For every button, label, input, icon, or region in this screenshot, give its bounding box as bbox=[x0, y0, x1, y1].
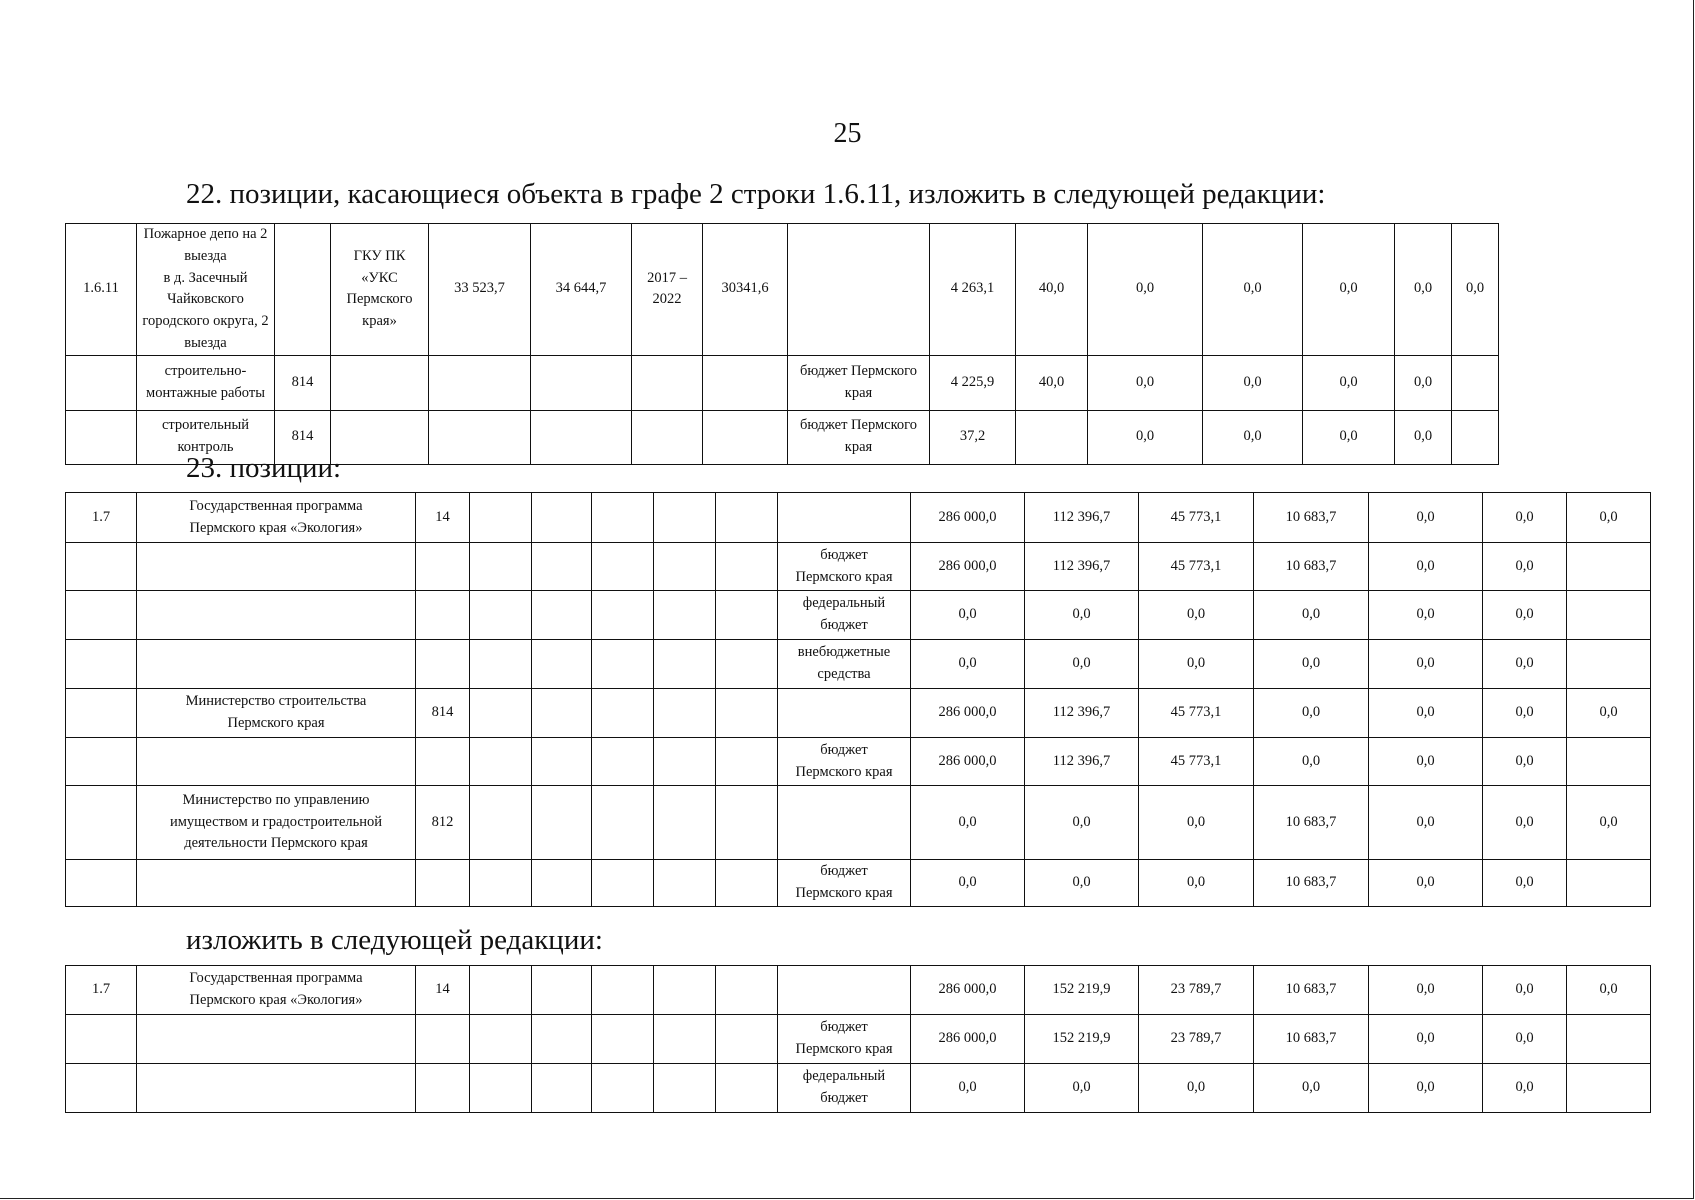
section-22-table bbox=[65, 223, 1499, 465]
table-cell: 0,0 bbox=[1203, 224, 1303, 356]
table-cell: 0,0 bbox=[1303, 224, 1395, 356]
table-cell: 0,0 bbox=[1139, 640, 1254, 689]
table-cell: 0,0 bbox=[1088, 410, 1203, 464]
table-cell: 33 523,7 bbox=[429, 224, 531, 356]
table-cell: 0,0 bbox=[1395, 224, 1452, 356]
table-cell: бюджет Пермского края bbox=[788, 410, 930, 464]
table-cell bbox=[470, 689, 532, 738]
table-cell: ГКУ ПК «УКС Пермского края» bbox=[331, 224, 429, 356]
table-cell bbox=[416, 738, 470, 786]
table-cell bbox=[592, 640, 654, 689]
table-cell bbox=[632, 355, 703, 410]
table-cell: 4 225,9 bbox=[930, 355, 1016, 410]
table-cell bbox=[788, 224, 930, 356]
table-cell: 0,0 bbox=[1483, 1064, 1567, 1113]
table-cell bbox=[470, 1015, 532, 1064]
table-cell: 40,0 bbox=[1016, 224, 1088, 356]
table-cell: бюджет Пермского края bbox=[778, 543, 911, 591]
table-cell bbox=[716, 493, 778, 543]
table-cell: 10 683,7 bbox=[1254, 493, 1369, 543]
table-cell: Пожарное депо на 2 выезда в д. Засечный Чайковского городского округа, 2 выезда bbox=[137, 224, 275, 356]
table-cell bbox=[66, 640, 137, 689]
section-23-heading: 23. позиции: bbox=[186, 452, 342, 484]
table-cell: 14 bbox=[416, 966, 470, 1015]
table-cell bbox=[1567, 1064, 1651, 1113]
table-cell: 0,0 bbox=[1139, 786, 1254, 860]
table-cell: 14 bbox=[416, 493, 470, 543]
table-cell: 0,0 bbox=[1395, 410, 1452, 464]
table-cell bbox=[1452, 355, 1499, 410]
table-cell: 286 000,0 bbox=[911, 689, 1025, 738]
table-cell bbox=[654, 543, 716, 591]
table-cell bbox=[592, 493, 654, 543]
table-cell: 286 000,0 bbox=[911, 1015, 1025, 1064]
table-cell: 0,0 bbox=[1203, 410, 1303, 464]
table-cell bbox=[716, 689, 778, 738]
table-cell: 0,0 bbox=[1088, 224, 1203, 356]
table-cell bbox=[716, 1015, 778, 1064]
table-cell: 45 773,1 bbox=[1139, 493, 1254, 543]
table-cell: 0,0 bbox=[1025, 591, 1139, 640]
table-cell: 0,0 bbox=[1483, 640, 1567, 689]
table-cell: 10 683,7 bbox=[1254, 966, 1369, 1015]
table-cell bbox=[778, 689, 911, 738]
table-cell bbox=[592, 786, 654, 860]
table-cell: 4 263,1 bbox=[930, 224, 1016, 356]
table-cell bbox=[1567, 738, 1651, 786]
table-cell: 0,0 bbox=[1369, 591, 1483, 640]
table-cell: 30341,6 bbox=[703, 224, 788, 356]
table-cell bbox=[592, 1015, 654, 1064]
table-cell bbox=[778, 786, 911, 860]
table-cell: 45 773,1 bbox=[1139, 689, 1254, 738]
table-cell bbox=[66, 1064, 137, 1113]
table-cell: 814 bbox=[275, 355, 331, 410]
table-cell: 0,0 bbox=[1483, 966, 1567, 1015]
table-cell bbox=[703, 410, 788, 464]
table-cell bbox=[532, 860, 592, 907]
table-cell: 0,0 bbox=[1254, 738, 1369, 786]
table-cell bbox=[531, 410, 632, 464]
table-cell: 10 683,7 bbox=[1254, 543, 1369, 591]
table-cell: 0,0 bbox=[1025, 860, 1139, 907]
table-cell bbox=[331, 355, 429, 410]
table-cell bbox=[654, 493, 716, 543]
table-row bbox=[66, 966, 1651, 1015]
table-cell: 112 396,7 bbox=[1025, 543, 1139, 591]
table-cell bbox=[137, 860, 416, 907]
table-cell: 0,0 bbox=[1369, 640, 1483, 689]
table-cell bbox=[654, 738, 716, 786]
table-cell: 814 bbox=[416, 689, 470, 738]
table-cell: бюджет Пермского края bbox=[778, 738, 911, 786]
table-cell bbox=[1567, 1015, 1651, 1064]
table-cell: 10 683,7 bbox=[1254, 786, 1369, 860]
table-cell bbox=[416, 1015, 470, 1064]
table-cell: 0,0 bbox=[1369, 1015, 1483, 1064]
table-cell bbox=[716, 860, 778, 907]
table-cell bbox=[654, 860, 716, 907]
table-cell bbox=[470, 591, 532, 640]
table-cell: 112 396,7 bbox=[1025, 493, 1139, 543]
table-cell: 0,0 bbox=[1088, 355, 1203, 410]
table-row bbox=[66, 224, 1499, 356]
table-cell bbox=[137, 738, 416, 786]
table-cell bbox=[331, 410, 429, 464]
table-cell bbox=[416, 543, 470, 591]
table-cell bbox=[532, 786, 592, 860]
table-cell bbox=[1567, 860, 1651, 907]
table-cell: 0,0 bbox=[1254, 1064, 1369, 1113]
table-cell bbox=[66, 1015, 137, 1064]
table-cell: Министерство строительства Пермского края bbox=[137, 689, 416, 738]
table-cell: 0,0 bbox=[911, 640, 1025, 689]
table-cell bbox=[716, 591, 778, 640]
table-cell: 0,0 bbox=[1395, 355, 1452, 410]
page-number: 25 bbox=[833, 118, 862, 149]
table-cell: 1.6.11 bbox=[66, 224, 137, 356]
table-cell: 1.7 bbox=[66, 966, 137, 1015]
table-cell: 0,0 bbox=[1203, 355, 1303, 410]
table-cell: Министерство по управлению имуществом и градостроительной деятельности Пермского края bbox=[137, 786, 416, 860]
table-cell bbox=[137, 543, 416, 591]
table-cell: 23 789,7 bbox=[1139, 1015, 1254, 1064]
table-cell: 45 773,1 bbox=[1139, 543, 1254, 591]
table-cell: 0,0 bbox=[1369, 966, 1483, 1015]
table-cell bbox=[1567, 640, 1651, 689]
table-cell: 0,0 bbox=[911, 860, 1025, 907]
table-cell bbox=[654, 1015, 716, 1064]
table-cell: 0,0 bbox=[911, 786, 1025, 860]
table-cell bbox=[66, 410, 137, 464]
table-cell bbox=[716, 543, 778, 591]
table-cell bbox=[592, 738, 654, 786]
table-cell bbox=[470, 543, 532, 591]
table-cell bbox=[654, 1064, 716, 1113]
table-cell bbox=[470, 860, 532, 907]
table-cell: 152 219,9 bbox=[1025, 966, 1139, 1015]
table-cell bbox=[66, 543, 137, 591]
table-cell: 0,0 bbox=[1025, 786, 1139, 860]
table-cell bbox=[66, 738, 137, 786]
table-cell bbox=[137, 1015, 416, 1064]
table-cell: бюджет Пермского края bbox=[788, 355, 930, 410]
table-cell bbox=[716, 786, 778, 860]
section-22-heading: 22. позиции, касающиеся объекта в графе 2 строки 1.6.11, изложить в следующей редакции: bbox=[186, 178, 1326, 210]
table-cell bbox=[532, 738, 592, 786]
table-cell: 10 683,7 bbox=[1254, 1015, 1369, 1064]
table-cell bbox=[1016, 410, 1088, 464]
table-row bbox=[66, 355, 1499, 410]
table-cell bbox=[532, 640, 592, 689]
table-cell: 0,0 bbox=[1483, 1015, 1567, 1064]
table-cell bbox=[654, 591, 716, 640]
table-cell bbox=[429, 355, 531, 410]
table-cell: 812 bbox=[416, 786, 470, 860]
table-cell: 23 789,7 bbox=[1139, 966, 1254, 1015]
table-cell: 0,0 bbox=[1369, 786, 1483, 860]
new-edition-heading: изложить в следующей редакции: bbox=[186, 924, 603, 956]
table-cell bbox=[137, 1064, 416, 1113]
table-row bbox=[66, 640, 1651, 689]
table-cell bbox=[1567, 543, 1651, 591]
table-cell bbox=[592, 966, 654, 1015]
table-cell bbox=[66, 860, 137, 907]
table-cell: 0,0 bbox=[1567, 966, 1651, 1015]
table-cell: 112 396,7 bbox=[1025, 738, 1139, 786]
table-cell: 2017 – 2022 bbox=[632, 224, 703, 356]
table-cell bbox=[66, 591, 137, 640]
table-cell: 152 219,9 bbox=[1025, 1015, 1139, 1064]
new-edition-table bbox=[65, 965, 1651, 1113]
table-cell: 0,0 bbox=[1369, 860, 1483, 907]
table-cell: бюджет Пермского края bbox=[778, 1015, 911, 1064]
table-cell bbox=[716, 738, 778, 786]
table-cell bbox=[470, 738, 532, 786]
table-cell: 0,0 bbox=[1567, 493, 1651, 543]
table-cell bbox=[1452, 410, 1499, 464]
table-cell bbox=[532, 591, 592, 640]
table-cell: 0,0 bbox=[1483, 689, 1567, 738]
table-cell: 286 000,0 bbox=[911, 493, 1025, 543]
table-cell bbox=[654, 640, 716, 689]
table-row bbox=[66, 493, 1651, 543]
table-cell bbox=[778, 966, 911, 1015]
table-cell bbox=[654, 689, 716, 738]
table-cell bbox=[592, 689, 654, 738]
table-cell bbox=[429, 410, 531, 464]
table-row bbox=[66, 786, 1651, 860]
table-cell bbox=[137, 640, 416, 689]
table-cell: 112 396,7 bbox=[1025, 689, 1139, 738]
table-cell bbox=[592, 1064, 654, 1113]
table-cell: 0,0 bbox=[1452, 224, 1499, 356]
table-cell bbox=[470, 1064, 532, 1113]
table-cell bbox=[532, 1015, 592, 1064]
table-cell bbox=[592, 543, 654, 591]
table-cell bbox=[470, 640, 532, 689]
table-cell bbox=[716, 966, 778, 1015]
table-cell: 0,0 bbox=[1303, 355, 1395, 410]
table-cell bbox=[470, 786, 532, 860]
table-cell: 0,0 bbox=[1025, 640, 1139, 689]
table-cell: 34 644,7 bbox=[531, 224, 632, 356]
table-cell: 0,0 bbox=[1025, 1064, 1139, 1113]
table-cell: 37,2 bbox=[930, 410, 1016, 464]
table-cell bbox=[532, 543, 592, 591]
table-cell: 0,0 bbox=[1303, 410, 1395, 464]
table-cell bbox=[654, 966, 716, 1015]
table-cell bbox=[275, 224, 331, 356]
table-row bbox=[66, 689, 1651, 738]
table-cell: 0,0 bbox=[1567, 786, 1651, 860]
table-cell: строительный контроль bbox=[137, 410, 275, 464]
table-cell bbox=[66, 689, 137, 738]
table-cell bbox=[66, 786, 137, 860]
table-cell: 0,0 bbox=[911, 1064, 1025, 1113]
table-cell: Государственная программа Пермского края «Экология» bbox=[137, 966, 416, 1015]
table-cell bbox=[592, 591, 654, 640]
table-cell: 286 000,0 bbox=[911, 966, 1025, 1015]
table-cell bbox=[532, 1064, 592, 1113]
table-cell: 0,0 bbox=[1369, 493, 1483, 543]
table-cell bbox=[531, 355, 632, 410]
table-row bbox=[66, 738, 1651, 786]
table-cell: 286 000,0 bbox=[911, 543, 1025, 591]
table-cell: 286 000,0 bbox=[911, 738, 1025, 786]
table-cell: федеральный бюджет bbox=[778, 1064, 911, 1113]
table-cell bbox=[632, 410, 703, 464]
table-cell: строительно-монтажные работы bbox=[137, 355, 275, 410]
table-cell bbox=[703, 355, 788, 410]
table-cell: 0,0 bbox=[1254, 689, 1369, 738]
table-cell: 0,0 bbox=[1369, 689, 1483, 738]
table-cell: внебюджетные средства bbox=[778, 640, 911, 689]
table-cell: 0,0 bbox=[1254, 640, 1369, 689]
table-row bbox=[66, 591, 1651, 640]
table-cell bbox=[778, 493, 911, 543]
table-cell: 1.7 bbox=[66, 493, 137, 543]
table-cell: 0,0 bbox=[1139, 1064, 1254, 1113]
table-cell bbox=[532, 493, 592, 543]
table-cell: 0,0 bbox=[1483, 543, 1567, 591]
table-cell bbox=[716, 1064, 778, 1113]
table-cell bbox=[654, 786, 716, 860]
table-cell: федеральный бюджет bbox=[778, 591, 911, 640]
table-row bbox=[66, 1015, 1651, 1064]
table-cell: 0,0 bbox=[1254, 591, 1369, 640]
table-cell: 0,0 bbox=[1369, 738, 1483, 786]
table-cell: 814 bbox=[275, 410, 331, 464]
table-cell bbox=[137, 591, 416, 640]
table-cell: 0,0 bbox=[1369, 1064, 1483, 1113]
table-cell bbox=[416, 860, 470, 907]
table-cell: 10 683,7 bbox=[1254, 860, 1369, 907]
table-cell bbox=[716, 640, 778, 689]
table-cell: 0,0 bbox=[1369, 543, 1483, 591]
table-cell: 40,0 bbox=[1016, 355, 1088, 410]
table-row bbox=[66, 860, 1651, 907]
table-cell bbox=[532, 689, 592, 738]
table-cell: 0,0 bbox=[1567, 689, 1651, 738]
table-cell: 0,0 bbox=[1139, 591, 1254, 640]
table-cell bbox=[416, 640, 470, 689]
table-row bbox=[66, 543, 1651, 591]
table-cell bbox=[470, 493, 532, 543]
table-row bbox=[66, 1064, 1651, 1113]
table-cell: 0,0 bbox=[1483, 860, 1567, 907]
section-23-table bbox=[65, 492, 1651, 907]
table-cell: 0,0 bbox=[1483, 591, 1567, 640]
table-cell bbox=[416, 591, 470, 640]
table-cell: 0,0 bbox=[1483, 786, 1567, 860]
table-cell bbox=[416, 1064, 470, 1113]
table-cell: 0,0 bbox=[1483, 738, 1567, 786]
table-cell: 0,0 bbox=[1483, 493, 1567, 543]
table-cell: бюджет Пермского края bbox=[778, 860, 911, 907]
table-cell bbox=[470, 966, 532, 1015]
table-cell bbox=[592, 860, 654, 907]
table-cell: 45 773,1 bbox=[1139, 738, 1254, 786]
table-cell: 0,0 bbox=[1139, 860, 1254, 907]
table-cell bbox=[66, 355, 137, 410]
table-cell: 0,0 bbox=[911, 591, 1025, 640]
table-cell: Государственная программа Пермского края «Экология» bbox=[137, 493, 416, 543]
table-cell bbox=[532, 966, 592, 1015]
table-cell bbox=[1567, 591, 1651, 640]
